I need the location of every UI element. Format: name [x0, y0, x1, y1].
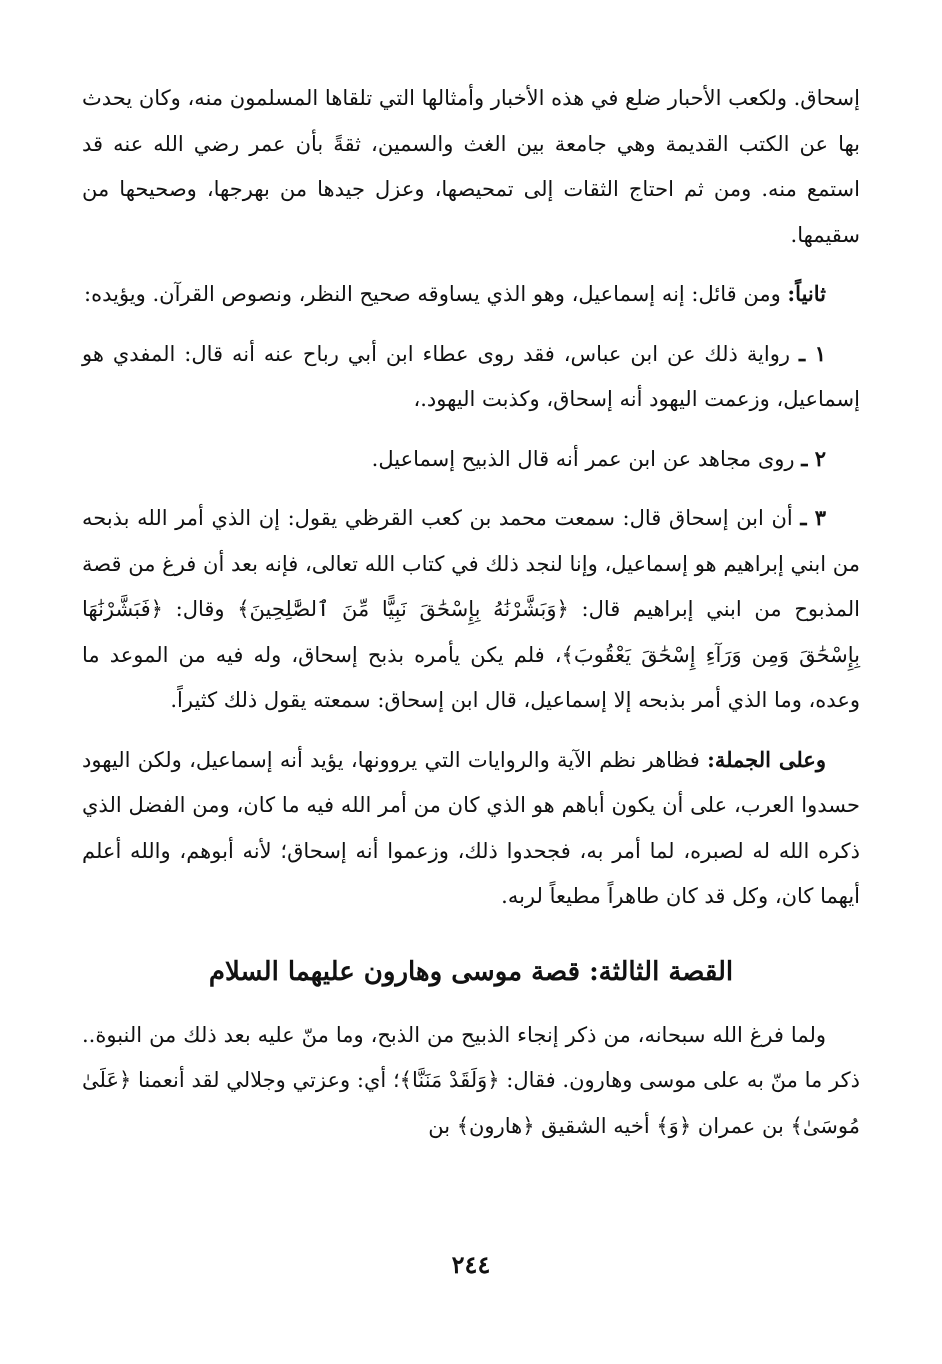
closing-paragraph: ولما فرغ الله سبحانه، من ذكر إنجاء الذبيح من الذبح، وما منّ عليه بعد ذلك من النبوة.. ذكر ما منّ به على موسى وهارون. فقال: ﴿وَلَقَدْ مَنَنَّا﴾؛ أي: وعزتي وجلالي لقد أنعمنا ﴿عَلَىٰ مُوسَىٰ﴾ بن عمران ﴿وَ﴾ أخيه الشقيق ﴿هارون﴾ بن	[82, 1022, 860, 1138]
evidence-number: ٣ ـ	[800, 505, 826, 530]
summary-paragraph	[82, 737, 860, 920]
evidence-item-2	[82, 436, 860, 483]
evidence-text: روى مجاهد عن ابن عمر أنه قال الذبيح إسماعيل.	[371, 446, 802, 471]
page-number: ٢٤٤	[451, 1250, 491, 1279]
summary-lead: وعلى الجملة:	[707, 746, 826, 772]
evidence-number: ١ ـ	[798, 340, 826, 366]
second-opinion-text: ومن قائل: إنه إسماعيل، وهو الذي يساوقه صحيح النظر، ونصوص القرآن. ويؤيده:	[84, 282, 788, 306]
evidence-text: رواية ذلك عن ابن عباس، فقد روى عطاء ابن أبي رباح عنه أنه قال: المفدي هو إسماعيل، وزعمت اليهود أنه إسحاق، وكذبت اليهود.،	[82, 341, 860, 411]
evidence-item-3	[82, 495, 860, 724]
second-opinion-lead: ثانياً:	[787, 281, 826, 306]
evidence-item-1	[82, 331, 860, 423]
intro-paragraph: إسحاق. ولكعب الأحبار ضلع في هذه الأخبار وأمثالها التي تلقاها المسلمون منه، وكان يحدث بها عن الكتب القديمة وهي جامعة بين الغث والسمين، ثقةً بأن عمر رضي الله عنه قد استمع منه. ومن ثم احتاج الثقات إلى تمحيصها، وعزل جيدها من بهرجها، وصحيحها من سقيمها.	[81, 86, 860, 247]
summary-text: فظاهر نظم الآية والروايات التي يروونها، يؤيد أنه إسماعيل، ولكن اليهود حسدوا العرب، على أن يكون أباهم هو الذي كان من أمر الله فيه ما كان، ومن الفضل الذي ذكره الله له لصبره، لما أمر به، فجحدوا ذلك، وزعموا أنه إسحاق؛ لأنه أبوهم، والله أعلم أيهما كان، وكل قد كان طاهراً مطيعاً لربه.	[82, 747, 860, 908]
section-heading: القصة الثالثة: قصة موسى وهارون عليهما السلام	[208, 956, 734, 987]
evidence-number: ٢ ـ	[801, 445, 826, 471]
page-content	[82, 76, 860, 1162]
evidence-text: أن ابن إسحاق قال: سمعت محمد بن كعب القرظي يقول: إن الذي أمر الله بذبحه من ابني إبراهيم هو إسماعيل، وإنا لنجد ذلك في كتاب الله تعالى، فإنه بعد أن فرغ من قصة المذبوح من ابني إبراهيم قال: ﴿وَبَشَّرْنَٰهُ بِإِسْحَٰقَ نَبِيًّا مِّنَ ٱلصَّٰلِحِينَ﴾ وقال: ﴿فَبَشَّرْنَٰهَا بِإِسْحَٰقَ وَمِن وَرَآءِ إِسْحَٰقَ يَعْقُوبَ﴾، فلم يكن يأمره بذبح إسحاق، وله فيه من الموعد ما وعده، وما الذي أمر بذبحه إلا إسماعيل، قال ابن إسحاق: سمعته يقول ذلك كثيراً.	[82, 506, 860, 712]
second-opinion-paragraph	[82, 271, 860, 318]
